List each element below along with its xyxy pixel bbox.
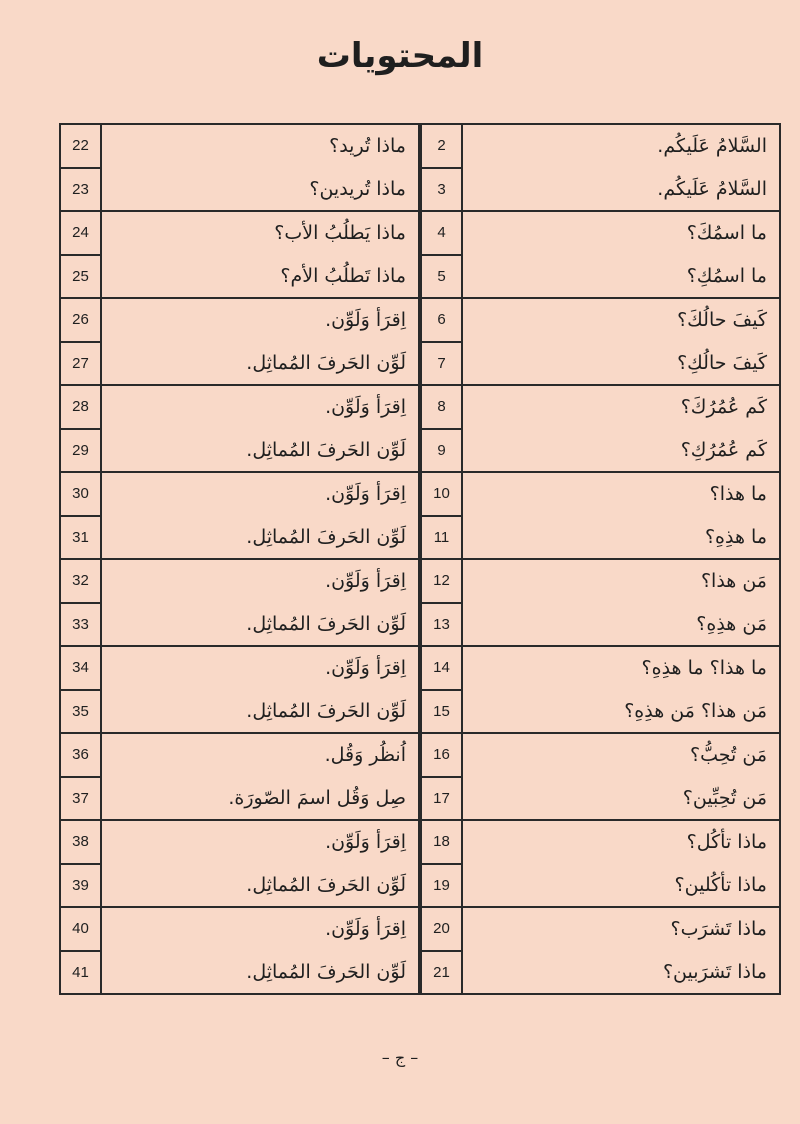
toc-page-number: 39 [60,864,101,908]
toc-entry-title: مَن هذا؟ مَن هذِهِ؟ [462,690,780,734]
toc-page-number: 6 [421,298,462,342]
toc-page-number: 32 [60,559,101,603]
toc-entry-title: لَوِّن الحَرفَ المُماثِل. [101,342,419,386]
toc-entry-title: لَوِّن الحَرفَ المُماثِل. [101,516,419,560]
toc-entry-title: اِقرَأ وَلَوِّن. [101,559,419,603]
toc-entry-title: كَيفَ حالُكِ؟ [462,342,780,386]
toc-entry-title: ماذا تأكُلين؟ [462,864,780,908]
toc-entry-title: ماذا يَطلُبُ الأب؟ [101,211,419,255]
page-title: المحتويات [316,36,484,76]
toc-entry-title: مَن هذِهِ؟ [462,603,780,647]
toc-row [421,777,780,821]
toc-page-number: 41 [60,951,101,995]
toc-page-number: 16 [421,733,462,777]
toc-page-number: 3 [421,168,462,212]
toc-row [421,733,780,777]
toc-page-number: 33 [60,603,101,647]
toc-page-number: 25 [60,255,101,299]
toc-page-number: 26 [60,298,101,342]
toc-row [60,777,419,821]
toc-entry-title: اِقرَأ وَلَوِّن. [101,298,419,342]
toc-row [60,342,419,386]
toc-entry-title: مَن تُحِبُّ؟ [462,733,780,777]
toc-row [60,385,419,429]
toc-page-number: 15 [421,690,462,734]
toc-row [421,211,780,255]
toc-page-number: 20 [421,907,462,951]
toc-entry-title: لَوِّن الحَرفَ المُماثِل. [101,429,419,473]
toc-row [60,429,419,473]
toc-page-number: 37 [60,777,101,821]
toc-row [421,472,780,516]
toc-page-number: 31 [60,516,101,560]
toc-page-number: 7 [421,342,462,386]
toc-page-number: 17 [421,777,462,821]
toc-entry-title: ماذا تَطلُبُ الأم؟ [101,255,419,299]
toc-row [60,820,419,864]
toc-row [60,472,419,516]
toc-entry-title: كَيفَ حالُكَ؟ [462,298,780,342]
toc-row [421,516,780,560]
toc-page-number: 34 [60,646,101,690]
toc-entry-title: لَوِّن الحَرفَ المُماثِل. [101,603,419,647]
toc-page-number: 38 [60,820,101,864]
toc-row [421,646,780,690]
toc-page-number: 11 [421,516,462,560]
toc-entry-title: كَم عُمُرُكَ؟ [462,385,780,429]
toc-entry-title: ماذا تأكُل؟ [462,820,780,864]
toc-page-number: 12 [421,559,462,603]
toc-entry-title: السَّلامُ عَلَيكُم. [462,168,780,212]
toc-entry-title: ما هذِهِ؟ [462,516,780,560]
toc-row [60,864,419,908]
toc-row [60,124,419,168]
toc-page-number: 18 [421,820,462,864]
toc-row [421,298,780,342]
toc-page-number: 30 [60,472,101,516]
toc-page-number: 8 [421,385,462,429]
toc-table-right [420,123,781,995]
toc-entry-title: ما اسمُكَ؟ [462,211,780,255]
toc-row [421,255,780,299]
toc-row [60,951,419,995]
toc-row [60,733,419,777]
toc-row [60,907,419,951]
toc-page-number: 27 [60,342,101,386]
toc-entry-title: اِقرَأ وَلَوِّن. [101,385,419,429]
toc-page-number: 29 [60,429,101,473]
toc-row [60,603,419,647]
toc-entry-title: ما هذا؟ [462,472,780,516]
toc-page-number: 35 [60,690,101,734]
toc-entry-title: مَن تُحِبِّين؟ [462,777,780,821]
toc-row [421,168,780,212]
toc-entry-title: صِل وَقُل اسمَ الصّورَة. [101,777,419,821]
toc-page-number: 23 [60,168,101,212]
toc-row [421,603,780,647]
toc-page-number: 2 [421,124,462,168]
toc-page-number: 13 [421,603,462,647]
toc-row [421,690,780,734]
toc-page-number: 4 [421,211,462,255]
toc-entry-title: لَوِّن الحَرفَ المُماثِل. [101,864,419,908]
toc-page-number: 36 [60,733,101,777]
toc-row [60,255,419,299]
toc-entry-title: اِقرَأ وَلَوِّن. [101,907,419,951]
toc-entry-title: اِقرَأ وَلَوِّن. [101,820,419,864]
toc-page-number: 21 [421,951,462,995]
toc-row [421,951,780,995]
toc-entry-title: كَم عُمُرُكِ؟ [462,429,780,473]
toc-row [421,385,780,429]
toc-page-number: 14 [421,646,462,690]
toc-page-number: 19 [421,864,462,908]
toc-row [421,124,780,168]
toc-row [421,559,780,603]
toc-entry-title: لَوِّن الحَرفَ المُماثِل. [101,690,419,734]
toc-row [421,820,780,864]
toc-page-number: 24 [60,211,101,255]
toc-row [60,168,419,212]
toc-entry-title: اِقرَأ وَلَوِّن. [101,646,419,690]
toc-entry-title: ماذا تُريدين؟ [101,168,419,212]
toc-entry-title: لَوِّن الحَرفَ المُماثِل. [101,951,419,995]
toc-entry-title: السَّلامُ عَلَيكُم. [462,124,780,168]
toc-row [421,907,780,951]
toc-entry-title: ماذا تُريد؟ [101,124,419,168]
page-number-marker: – ج – [381,1048,419,1067]
toc-entry-title: مَن هذا؟ [462,559,780,603]
toc-table-left [59,123,420,995]
toc-page-number: 10 [421,472,462,516]
toc-row [421,864,780,908]
toc-row [60,298,419,342]
toc-entry-title: ماذا تَشرَب؟ [462,907,780,951]
toc-row [60,646,419,690]
toc-page-number: 9 [421,429,462,473]
toc-entry-title: ماذا تَشرَبين؟ [462,951,780,995]
toc-row [60,690,419,734]
toc-row [421,342,780,386]
toc-page-number: 22 [60,124,101,168]
toc-page-number: 28 [60,385,101,429]
toc-entry-title: اُنظُر وَقُل. [101,733,419,777]
toc-entry-title: اِقرَأ وَلَوِّن. [101,472,419,516]
toc-page-number: 40 [60,907,101,951]
toc-page-number: 5 [421,255,462,299]
toc-row [60,516,419,560]
toc-row [60,559,419,603]
toc-row [421,429,780,473]
toc-row [60,211,419,255]
toc-entry-title: ما اسمُكِ؟ [462,255,780,299]
toc-entry-title: ما هذا؟ ما هذِهِ؟ [462,646,780,690]
